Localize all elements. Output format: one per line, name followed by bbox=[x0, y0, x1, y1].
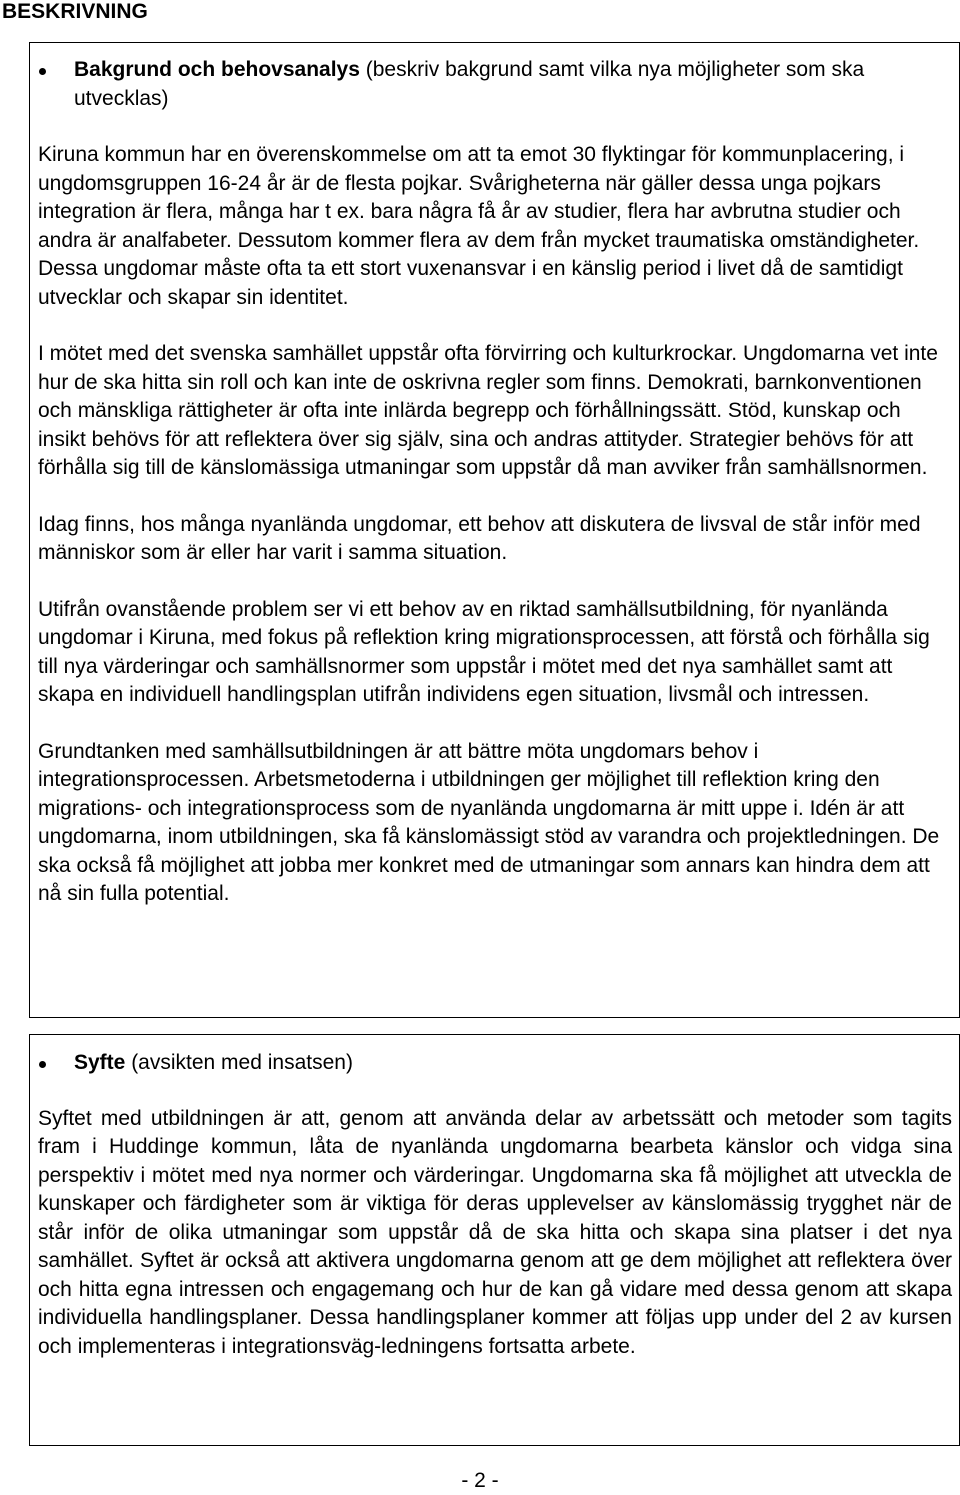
background-paragraph-3: Idag finns, hos många nyanlända ungdomar, ett behov att diskutera de livsval de står inför med människor som är eller har varit i samma situation. bbox=[38, 512, 921, 564]
background-title-description: (beskriv bakgrund samt vilka nya möjligheter som ska utvecklas) bbox=[74, 58, 865, 110]
page-heading: BESKRIVNING bbox=[2, 0, 148, 23]
bullet-icon bbox=[39, 68, 46, 75]
background-paragraph-2: I mötet med det svenska samhället uppstår ofta förvirring och kulturkrockar. Ungdomarna vet inte hur de ska hitta sin roll och kan inte de oskrivna regler som finns. Demokrati, barnkonventionen och mänskliga rättigheter är ofta inte inlärda begrepp och förhållningssätt. Stöd, kunskap och insikt behövs för att reflektera över sig själv, sina och andras attityder. Strategier behövs för att förhålla sig till de känslomässiga utmaningar som uppstår då man avviker från samhällsnormen. bbox=[38, 342, 938, 479]
purpose-paragraph: Syftet med utbildningen är att, genom att använda delar av arbetssätt och metoder som tagits fram i Huddinge kommun, låta de nyanlända ungdomarna bearbeta känslor och vidga sina perspektiv i mötet med nya normer och värderingar. Ungdomarna ska få möjlighet att utveckla de kunskaper och färdigheter som är viktiga för deras upplevelser av känslomässig trygghet när de står inför de olika utmaningar som uppstår då de ska hitta och skapa sina platser i det nya samhället. Syftet är också att aktivera ungdomarna genom att ge dem möjlighet att reflektera över och hitta egna intressen och engagemang och hur de kan gå vidare med dessa genom att skapa individuella handlingsplaner. Dessa handlingsplaner kommer att följas upp under del 2 av kursen och implementeras i integrationsväg-ledningens fortsatta arbete. bbox=[38, 1106, 952, 1358]
purpose-title-description: (avsikten med insatsen) bbox=[125, 1051, 353, 1074]
background-section bbox=[29, 42, 960, 1018]
background-section-title bbox=[38, 56, 952, 113]
background-paragraph-4: Utifrån ovanstående problem ser vi ett behov av en riktad samhällsutbildning, för nyanlända ungdomar i Kiruna, med fokus på reflektion kring migrationsprocessen, att förstå och förhålla sig till nya värderingar och samhällsnormer som uppstår i mötet med det nya samhället samt att skapa en individuell handlingsplan utifrån individens egen situation, livsmål och intressen. bbox=[38, 597, 930, 706]
purpose-section bbox=[29, 1034, 960, 1446]
page-number: - 2 - bbox=[461, 1469, 499, 1492]
background-paragraph-5: Grundtanken med samhällsutbildningen är att bättre möta ungdomars behov i integrationsprocessen. Arbetsmetoderna i utbildningen ger möjlighet till reflektion kring den migrations- och integrationsprocess som de nyanlända ungdomarna är mitt uppe i. Idén är att ungdomarna, inom utbildningen, ska få känslomässigt stöd av varandra och projektledningen. De ska också få möjlighet att jobba mer konkret med de utmaningar som annars kan hindra dem att nå sin fulla potential. bbox=[38, 739, 940, 905]
purpose-title-bold: Syfte bbox=[74, 1051, 126, 1074]
purpose-section-title bbox=[38, 1049, 952, 1078]
bullet-icon bbox=[39, 1061, 46, 1068]
background-paragraph-1: Kiruna kommun har en överenskommelse om att ta emot 30 flyktingar för kommunplacering, i ungdomsgruppen 16-24 år är de flesta pojkar. Svårigheterna när gäller dessa unga pojkars integration är flera, många har t ex. bara några få år av studier, flera har avbrutna studier och andra är analfabeter. Dessutom kommer flera av dem från mycket traumatiska omständigheter. Dessa ungdomar måste ofta ta ett stort vuxenansvar i en känslig period i livet då de samtidigt utvecklar och skapar sin identitet. bbox=[38, 143, 920, 309]
background-title-bold: Bakgrund och behovsanalys bbox=[74, 58, 360, 81]
